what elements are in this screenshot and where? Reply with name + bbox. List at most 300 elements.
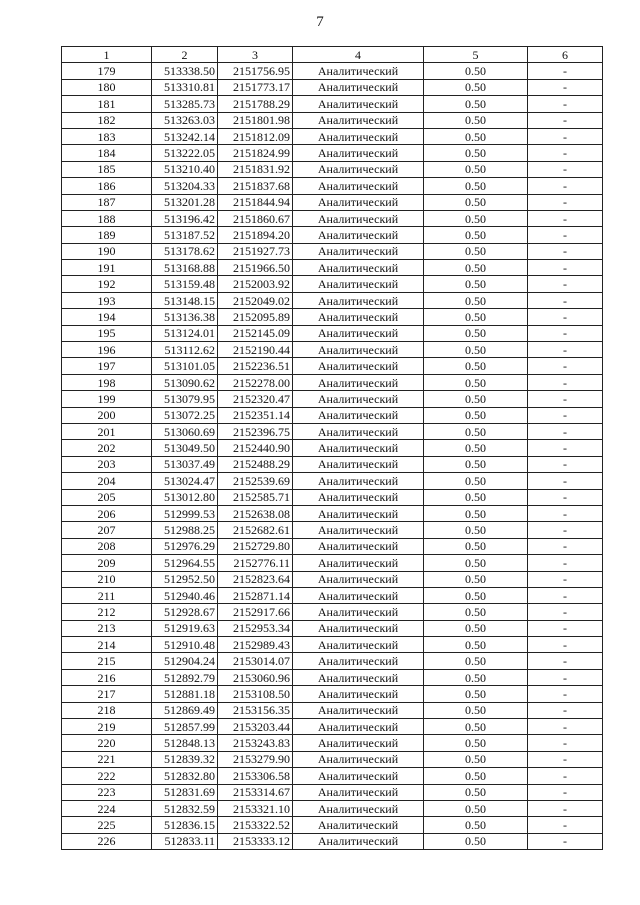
x-coordinate-cell: 512869.49 (152, 702, 218, 718)
point-number-cell: 193 (62, 292, 152, 308)
method-cell: Аналитический (293, 784, 424, 800)
table-row (62, 456, 603, 472)
y-coordinate-cell: 2153156.35 (218, 702, 293, 718)
table-row (62, 653, 603, 669)
accuracy-cell: 0.50 (424, 276, 528, 292)
note-cell: - (528, 161, 603, 177)
point-number-cell: 201 (62, 423, 152, 439)
note-cell: - (528, 817, 603, 833)
y-coordinate-cell: 2153108.50 (218, 686, 293, 702)
method-cell: Аналитический (293, 161, 424, 177)
table-row (62, 489, 603, 505)
point-number-cell: 200 (62, 407, 152, 423)
y-coordinate-cell: 2152095.89 (218, 309, 293, 325)
method-cell: Аналитический (293, 719, 424, 735)
table-row (62, 604, 603, 620)
x-coordinate-cell: 513072.25 (152, 407, 218, 423)
accuracy-cell: 0.50 (424, 227, 528, 243)
table-row (62, 210, 603, 226)
x-coordinate-cell: 513079.95 (152, 391, 218, 407)
method-cell: Аналитический (293, 604, 424, 620)
note-cell: - (528, 145, 603, 161)
method-cell: Аналитический (293, 686, 424, 702)
note-cell: - (528, 423, 603, 439)
point-number-cell: 217 (62, 686, 152, 702)
header-cell-2: 2 (152, 47, 218, 63)
accuracy-cell: 0.50 (424, 751, 528, 767)
method-cell: Аналитический (293, 79, 424, 95)
point-number-cell: 216 (62, 669, 152, 685)
table-row (62, 440, 603, 456)
point-number-cell: 205 (62, 489, 152, 505)
note-cell: - (528, 243, 603, 259)
x-coordinate-cell: 512836.15 (152, 817, 218, 833)
x-coordinate-cell: 513024.47 (152, 473, 218, 489)
point-number-cell: 195 (62, 325, 152, 341)
table-row (62, 112, 603, 128)
table-row (62, 391, 603, 407)
note-cell: - (528, 112, 603, 128)
accuracy-cell: 0.50 (424, 833, 528, 849)
x-coordinate-cell: 513196.42 (152, 210, 218, 226)
accuracy-cell: 0.50 (424, 522, 528, 538)
accuracy-cell: 0.50 (424, 473, 528, 489)
accuracy-cell: 0.50 (424, 325, 528, 341)
y-coordinate-cell: 2152539.69 (218, 473, 293, 489)
table-row (62, 817, 603, 833)
accuracy-cell: 0.50 (424, 489, 528, 505)
point-number-cell: 183 (62, 128, 152, 144)
accuracy-cell: 0.50 (424, 391, 528, 407)
y-coordinate-cell: 2153321.10 (218, 800, 293, 816)
point-number-cell: 185 (62, 161, 152, 177)
point-number-cell: 215 (62, 653, 152, 669)
method-cell: Аналитический (293, 112, 424, 128)
y-coordinate-cell: 2153279.90 (218, 751, 293, 767)
point-number-cell: 191 (62, 260, 152, 276)
point-number-cell: 204 (62, 473, 152, 489)
point-number-cell: 186 (62, 178, 152, 194)
x-coordinate-cell: 513049.50 (152, 440, 218, 456)
x-coordinate-cell: 513285.73 (152, 96, 218, 112)
method-cell: Аналитический (293, 505, 424, 521)
x-coordinate-cell: 512892.79 (152, 669, 218, 685)
table-row (62, 96, 603, 112)
y-coordinate-cell: 2153314.67 (218, 784, 293, 800)
point-number-cell: 225 (62, 817, 152, 833)
method-cell: Аналитический (293, 227, 424, 243)
point-number-cell: 184 (62, 145, 152, 161)
x-coordinate-cell: 513222.05 (152, 145, 218, 161)
point-number-cell: 208 (62, 538, 152, 554)
y-coordinate-cell: 2151894.20 (218, 227, 293, 243)
note-cell: - (528, 686, 603, 702)
note-cell: - (528, 719, 603, 735)
accuracy-cell: 0.50 (424, 112, 528, 128)
note-cell: - (528, 128, 603, 144)
x-coordinate-cell: 512904.24 (152, 653, 218, 669)
method-cell: Аналитический (293, 751, 424, 767)
table-header (62, 47, 603, 63)
accuracy-cell: 0.50 (424, 637, 528, 653)
x-coordinate-cell: 513124.01 (152, 325, 218, 341)
method-cell: Аналитический (293, 178, 424, 194)
table-row (62, 194, 603, 210)
y-coordinate-cell: 2152871.14 (218, 587, 293, 603)
accuracy-cell: 0.50 (424, 505, 528, 521)
y-coordinate-cell: 2151756.95 (218, 63, 293, 79)
note-cell: - (528, 637, 603, 653)
note-cell: - (528, 489, 603, 505)
note-cell: - (528, 391, 603, 407)
method-cell: Аналитический (293, 210, 424, 226)
y-coordinate-cell: 2152917.66 (218, 604, 293, 620)
method-cell: Аналитический (293, 325, 424, 341)
method-cell: Аналитический (293, 489, 424, 505)
y-coordinate-cell: 2152953.34 (218, 620, 293, 636)
table-row (62, 555, 603, 571)
y-coordinate-cell: 2152989.43 (218, 637, 293, 653)
note-cell: - (528, 505, 603, 521)
note-cell: - (528, 178, 603, 194)
note-cell: - (528, 227, 603, 243)
note-cell: - (528, 784, 603, 800)
table-row (62, 79, 603, 95)
x-coordinate-cell: 512964.55 (152, 555, 218, 571)
note-cell: - (528, 309, 603, 325)
y-coordinate-cell: 2151966.50 (218, 260, 293, 276)
note-cell: - (528, 440, 603, 456)
accuracy-cell: 0.50 (424, 358, 528, 374)
accuracy-cell: 0.50 (424, 620, 528, 636)
x-coordinate-cell: 513012.80 (152, 489, 218, 505)
y-coordinate-cell: 2152729.80 (218, 538, 293, 554)
table-row (62, 686, 603, 702)
x-coordinate-cell: 513338.50 (152, 63, 218, 79)
method-cell: Аналитический (293, 374, 424, 390)
method-cell: Аналитический (293, 637, 424, 653)
x-coordinate-cell: 512919.63 (152, 620, 218, 636)
accuracy-cell: 0.50 (424, 456, 528, 472)
accuracy-cell: 0.50 (424, 374, 528, 390)
method-cell: Аналитический (293, 456, 424, 472)
x-coordinate-cell: 512881.18 (152, 686, 218, 702)
accuracy-cell: 0.50 (424, 63, 528, 79)
accuracy-cell: 0.50 (424, 407, 528, 423)
x-coordinate-cell: 513136.38 (152, 309, 218, 325)
y-coordinate-cell: 2153322.52 (218, 817, 293, 833)
note-cell: - (528, 669, 603, 685)
x-coordinate-cell: 513187.52 (152, 227, 218, 243)
y-coordinate-cell: 2151788.29 (218, 96, 293, 112)
accuracy-cell: 0.50 (424, 128, 528, 144)
table-row (62, 243, 603, 259)
table-row (62, 423, 603, 439)
note-cell: - (528, 473, 603, 489)
accuracy-cell: 0.50 (424, 784, 528, 800)
x-coordinate-cell: 513310.81 (152, 79, 218, 95)
accuracy-cell: 0.50 (424, 178, 528, 194)
note-cell: - (528, 653, 603, 669)
x-coordinate-cell: 512833.11 (152, 833, 218, 849)
x-coordinate-cell: 513159.48 (152, 276, 218, 292)
point-number-cell: 179 (62, 63, 152, 79)
method-cell: Аналитический (293, 128, 424, 144)
point-number-cell: 221 (62, 751, 152, 767)
note-cell: - (528, 538, 603, 554)
method-cell: Аналитический (293, 735, 424, 751)
table-row (62, 178, 603, 194)
y-coordinate-cell: 2152823.64 (218, 571, 293, 587)
point-number-cell: 188 (62, 210, 152, 226)
method-cell: Аналитический (293, 292, 424, 308)
method-cell: Аналитический (293, 669, 424, 685)
point-number-cell: 202 (62, 440, 152, 456)
accuracy-cell: 0.50 (424, 342, 528, 358)
table-row (62, 358, 603, 374)
accuracy-cell: 0.50 (424, 768, 528, 784)
method-cell: Аналитический (293, 522, 424, 538)
y-coordinate-cell: 2151831.92 (218, 161, 293, 177)
note-cell: - (528, 555, 603, 571)
x-coordinate-cell: 512988.25 (152, 522, 218, 538)
point-number-cell: 199 (62, 391, 152, 407)
point-number-cell: 196 (62, 342, 152, 358)
point-number-cell: 212 (62, 604, 152, 620)
header-row (62, 47, 603, 63)
method-cell: Аналитический (293, 653, 424, 669)
x-coordinate-cell: 512831.69 (152, 784, 218, 800)
note-cell: - (528, 63, 603, 79)
accuracy-cell: 0.50 (424, 260, 528, 276)
y-coordinate-cell: 2153060.96 (218, 669, 293, 685)
header-cell-3: 3 (218, 47, 293, 63)
y-coordinate-cell: 2152638.08 (218, 505, 293, 521)
x-coordinate-cell: 512857.99 (152, 719, 218, 735)
accuracy-cell: 0.50 (424, 669, 528, 685)
accuracy-cell: 0.50 (424, 800, 528, 816)
table-row (62, 719, 603, 735)
y-coordinate-cell: 2151844.94 (218, 194, 293, 210)
x-coordinate-cell: 512832.80 (152, 768, 218, 784)
table-row (62, 473, 603, 489)
accuracy-cell: 0.50 (424, 686, 528, 702)
y-coordinate-cell: 2153203.44 (218, 719, 293, 735)
y-coordinate-cell: 2152776.11 (218, 555, 293, 571)
y-coordinate-cell: 2151837.68 (218, 178, 293, 194)
header-cell-6: 6 (528, 47, 603, 63)
y-coordinate-cell: 2152003.92 (218, 276, 293, 292)
method-cell: Аналитический (293, 620, 424, 636)
point-number-cell: 192 (62, 276, 152, 292)
accuracy-cell: 0.50 (424, 702, 528, 718)
table-row (62, 620, 603, 636)
note-cell: - (528, 374, 603, 390)
point-number-cell: 187 (62, 194, 152, 210)
header-cell-5: 5 (424, 47, 528, 63)
point-number-cell: 180 (62, 79, 152, 95)
method-cell: Аналитический (293, 358, 424, 374)
note-cell: - (528, 407, 603, 423)
method-cell: Аналитический (293, 194, 424, 210)
accuracy-cell: 0.50 (424, 735, 528, 751)
point-number-cell: 181 (62, 96, 152, 112)
table-row (62, 768, 603, 784)
y-coordinate-cell: 2152320.47 (218, 391, 293, 407)
accuracy-cell: 0.50 (424, 243, 528, 259)
y-coordinate-cell: 2152440.90 (218, 440, 293, 456)
x-coordinate-cell: 512976.29 (152, 538, 218, 554)
note-cell: - (528, 751, 603, 767)
accuracy-cell: 0.50 (424, 423, 528, 439)
accuracy-cell: 0.50 (424, 653, 528, 669)
table-row (62, 702, 603, 718)
point-number-cell: 222 (62, 768, 152, 784)
note-cell: - (528, 276, 603, 292)
table-row (62, 522, 603, 538)
point-number-cell: 226 (62, 833, 152, 849)
y-coordinate-cell: 2152351.14 (218, 407, 293, 423)
method-cell: Аналитический (293, 145, 424, 161)
note-cell: - (528, 833, 603, 849)
note-cell: - (528, 358, 603, 374)
x-coordinate-cell: 512952.50 (152, 571, 218, 587)
table-row (62, 784, 603, 800)
table-row (62, 538, 603, 554)
y-coordinate-cell: 2153014.07 (218, 653, 293, 669)
x-coordinate-cell: 512848.13 (152, 735, 218, 751)
accuracy-cell: 0.50 (424, 587, 528, 603)
y-coordinate-cell: 2152396.75 (218, 423, 293, 439)
accuracy-cell: 0.50 (424, 538, 528, 554)
table-row (62, 227, 603, 243)
table-row (62, 325, 603, 341)
y-coordinate-cell: 2151824.99 (218, 145, 293, 161)
table-row (62, 128, 603, 144)
note-cell: - (528, 768, 603, 784)
table-row (62, 751, 603, 767)
x-coordinate-cell: 512928.67 (152, 604, 218, 620)
y-coordinate-cell: 2151773.17 (218, 79, 293, 95)
note-cell: - (528, 342, 603, 358)
x-coordinate-cell: 512910.48 (152, 637, 218, 653)
note-cell: - (528, 571, 603, 587)
note-cell: - (528, 210, 603, 226)
y-coordinate-cell: 2152236.51 (218, 358, 293, 374)
y-coordinate-cell: 2151860.67 (218, 210, 293, 226)
accuracy-cell: 0.50 (424, 194, 528, 210)
table-row (62, 309, 603, 325)
x-coordinate-cell: 513112.62 (152, 342, 218, 358)
method-cell: Аналитический (293, 96, 424, 112)
table-row (62, 260, 603, 276)
note-cell: - (528, 702, 603, 718)
note-cell: - (528, 325, 603, 341)
point-number-cell: 218 (62, 702, 152, 718)
table-row (62, 800, 603, 816)
accuracy-cell: 0.50 (424, 145, 528, 161)
x-coordinate-cell: 513037.49 (152, 456, 218, 472)
header-cell-1: 1 (62, 47, 152, 63)
table-row (62, 161, 603, 177)
y-coordinate-cell: 2152585.71 (218, 489, 293, 505)
point-number-cell: 219 (62, 719, 152, 735)
table-row (62, 587, 603, 603)
accuracy-cell: 0.50 (424, 440, 528, 456)
table-row (62, 505, 603, 521)
point-number-cell: 198 (62, 374, 152, 390)
accuracy-cell: 0.50 (424, 161, 528, 177)
method-cell: Аналитический (293, 768, 424, 784)
method-cell: Аналитический (293, 571, 424, 587)
point-number-cell: 190 (62, 243, 152, 259)
table-row (62, 292, 603, 308)
table-row (62, 145, 603, 161)
point-number-cell: 211 (62, 587, 152, 603)
method-cell: Аналитический (293, 473, 424, 489)
y-coordinate-cell: 2152488.29 (218, 456, 293, 472)
note-cell: - (528, 735, 603, 751)
x-coordinate-cell: 513178.62 (152, 243, 218, 259)
table-row (62, 407, 603, 423)
point-number-cell: 203 (62, 456, 152, 472)
method-cell: Аналитический (293, 817, 424, 833)
header-cell-4: 4 (293, 47, 424, 63)
x-coordinate-cell: 513242.14 (152, 128, 218, 144)
x-coordinate-cell: 512832.59 (152, 800, 218, 816)
note-cell: - (528, 194, 603, 210)
x-coordinate-cell: 513204.33 (152, 178, 218, 194)
note-cell: - (528, 587, 603, 603)
table-row (62, 374, 603, 390)
table-row (62, 637, 603, 653)
table-row (62, 342, 603, 358)
y-coordinate-cell: 2153333.12 (218, 833, 293, 849)
method-cell: Аналитический (293, 440, 424, 456)
x-coordinate-cell: 512839.32 (152, 751, 218, 767)
method-cell: Аналитический (293, 276, 424, 292)
table-row (62, 63, 603, 79)
method-cell: Аналитический (293, 309, 424, 325)
x-coordinate-cell: 513090.62 (152, 374, 218, 390)
method-cell: Аналитический (293, 833, 424, 849)
point-number-cell: 214 (62, 637, 152, 653)
method-cell: Аналитический (293, 423, 424, 439)
accuracy-cell: 0.50 (424, 571, 528, 587)
y-coordinate-cell: 2153306.58 (218, 768, 293, 784)
y-coordinate-cell: 2153243.83 (218, 735, 293, 751)
point-number-cell: 220 (62, 735, 152, 751)
note-cell: - (528, 522, 603, 538)
method-cell: Аналитический (293, 342, 424, 358)
x-coordinate-cell: 513101.05 (152, 358, 218, 374)
y-coordinate-cell: 2151801.98 (218, 112, 293, 128)
page-number: 7 (316, 14, 324, 30)
point-number-cell: 197 (62, 358, 152, 374)
x-coordinate-cell: 512999.53 (152, 505, 218, 521)
method-cell: Аналитический (293, 243, 424, 259)
note-cell: - (528, 96, 603, 112)
point-number-cell: 223 (62, 784, 152, 800)
point-number-cell: 194 (62, 309, 152, 325)
method-cell: Аналитический (293, 538, 424, 554)
point-number-cell: 182 (62, 112, 152, 128)
accuracy-cell: 0.50 (424, 719, 528, 735)
method-cell: Аналитический (293, 407, 424, 423)
method-cell: Аналитический (293, 63, 424, 79)
method-cell: Аналитический (293, 555, 424, 571)
x-coordinate-cell: 513168.88 (152, 260, 218, 276)
